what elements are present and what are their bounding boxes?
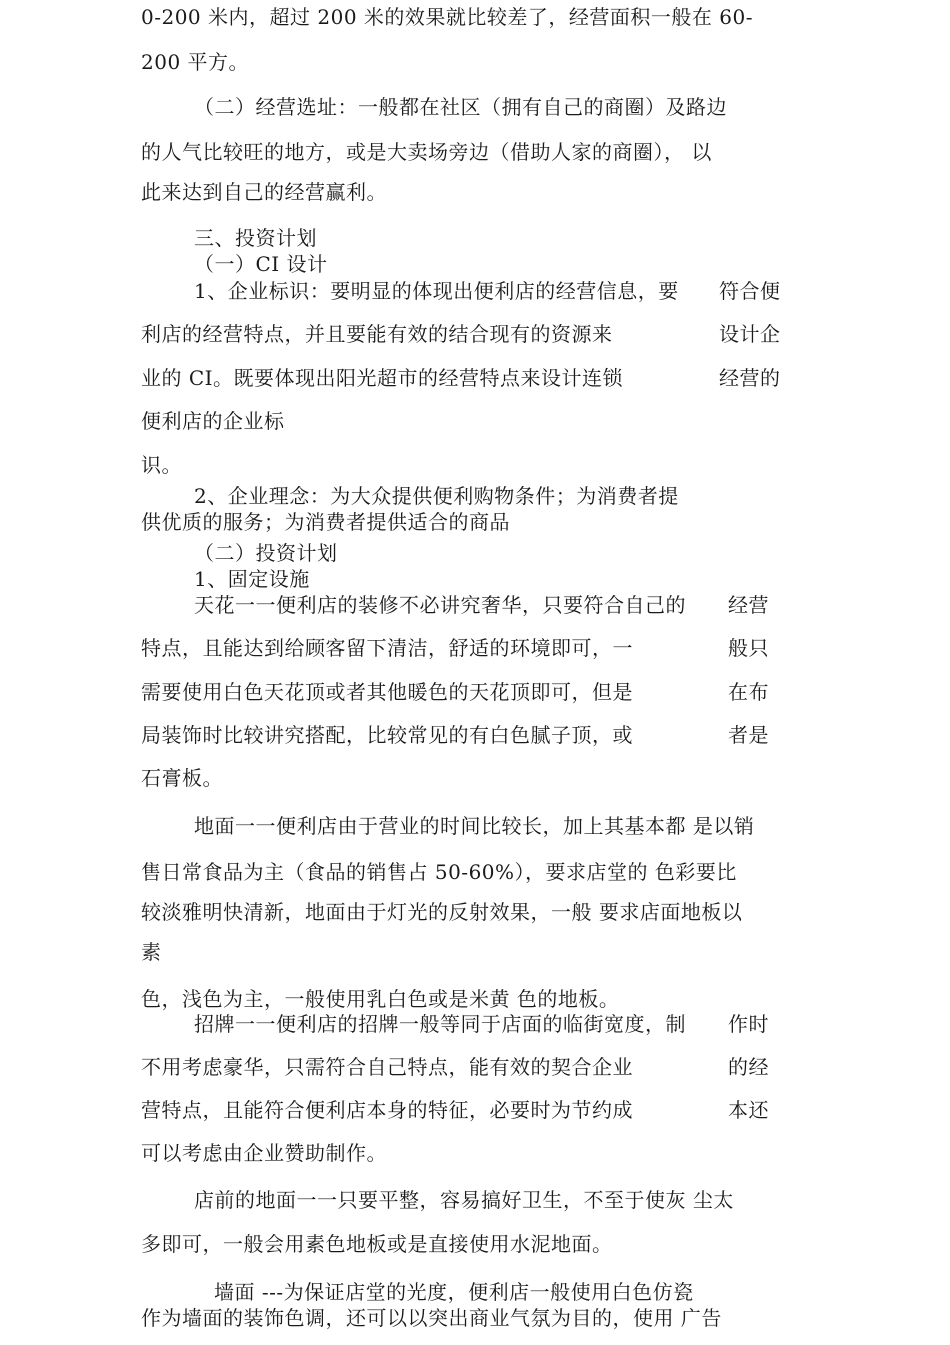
- text-line: 店前的地面一一只要平整，容易搞好卫生，不至于使灰 尘太: [194, 1188, 734, 1212]
- text-line-right: 的经: [728, 1055, 769, 1079]
- text-line: 较淡雅明快清新，地面由于灯光的反射效果，一般 要求店面地板以: [141, 900, 743, 924]
- text-line: 0-200 米内，超过 200 米的效果就比较差了，经营面积一般在 60-: [141, 5, 753, 29]
- text-line: 地面一一便利店由于营业的时间比较长，加上其基本都 是以销: [194, 814, 755, 838]
- text-line: 供优质的服务；为消费者提供适合的商品: [141, 510, 510, 534]
- text-line: 多即可，一般会用素色地板或是直接使用水泥地面。: [141, 1232, 613, 1256]
- text-line: 业的 CI。既要体现出阳光超市的经营特点来设计连锁: [141, 366, 624, 390]
- text-line: 可以考虑由企业赞助制作。: [141, 1141, 387, 1165]
- text-line-right: 设计企: [719, 322, 781, 346]
- text-line-right: 经营的: [719, 366, 781, 390]
- text-line-right: 在布: [728, 680, 769, 704]
- text-line-right: 般只: [728, 636, 769, 660]
- text-line: 素: [141, 940, 162, 964]
- text-line-right: 者是: [728, 723, 769, 747]
- subsection-heading: （二）投资计划: [194, 541, 338, 565]
- text-line-right: 本还: [728, 1098, 769, 1122]
- text-line: 的人气比较旺的地方，或是大卖场旁边（借助人家的商圈）， 以: [141, 140, 712, 164]
- text-line: 200 平方。: [141, 50, 250, 74]
- text-line: 作为墙面的装饰色调，还可以以突出商业气氛为目的，使用 广告: [141, 1306, 722, 1330]
- text-line: 识。: [141, 453, 182, 477]
- subsection-heading: （一）CI 设计: [194, 252, 328, 276]
- text-line: （二）经营选址：一般都在社区（拥有自己的商圈）及路边: [194, 95, 727, 119]
- text-line: 营特点，且能符合便利店本身的特征，必要时为节约成: [141, 1098, 633, 1122]
- text-line: 1、企业标识：要明显的体现出便利店的经营信息，要: [194, 279, 679, 303]
- text-line: 墙面 ---为保证店堂的光度，便利店一般使用白色仿瓷: [214, 1280, 694, 1304]
- text-line: 不用考虑豪华，只需符合自己特点，能有效的契合企业: [141, 1055, 633, 1079]
- text-line: 特点，且能达到给顾客留下清洁，舒适的环境即可，一: [141, 636, 633, 660]
- text-line: 招牌一一便利店的招牌一般等同于店面的临街宽度，制: [194, 1012, 686, 1036]
- text-line-right: 符合便: [719, 279, 781, 303]
- text-line: 色，浅色为主，一般使用乳白色或是米黄 色的地板。: [141, 987, 620, 1011]
- text-line: 售日常食品为主（食品的销售占 50-60%），要求店堂的 色彩要比: [141, 860, 737, 884]
- text-line: 局装饰时比较讲究搭配，比较常见的有白色腻子顶，或: [141, 723, 633, 747]
- text-line: 需要使用白色天花顶或者其他暖色的天花顶即可，但是: [141, 680, 633, 704]
- text-line: 2、企业理念：为大众提供便利购物条件；为消费者提: [194, 484, 679, 508]
- text-line: 1、固定设施: [194, 567, 310, 591]
- text-line: 天花一一便利店的装修不必讲究奢华，只要符合自己的: [194, 593, 686, 617]
- text-line-right: 作时: [728, 1012, 769, 1036]
- text-line: 石膏板。: [141, 766, 223, 790]
- text-line: 此来达到自己的经营赢利。: [141, 180, 387, 204]
- text-line-right: 经营: [728, 593, 769, 617]
- section-heading: 三、投资计划: [194, 226, 317, 250]
- text-line: 便利店的企业标: [141, 409, 285, 433]
- text-line: 利店的经营特点，并且要能有效的结合现有的资源来: [141, 322, 613, 346]
